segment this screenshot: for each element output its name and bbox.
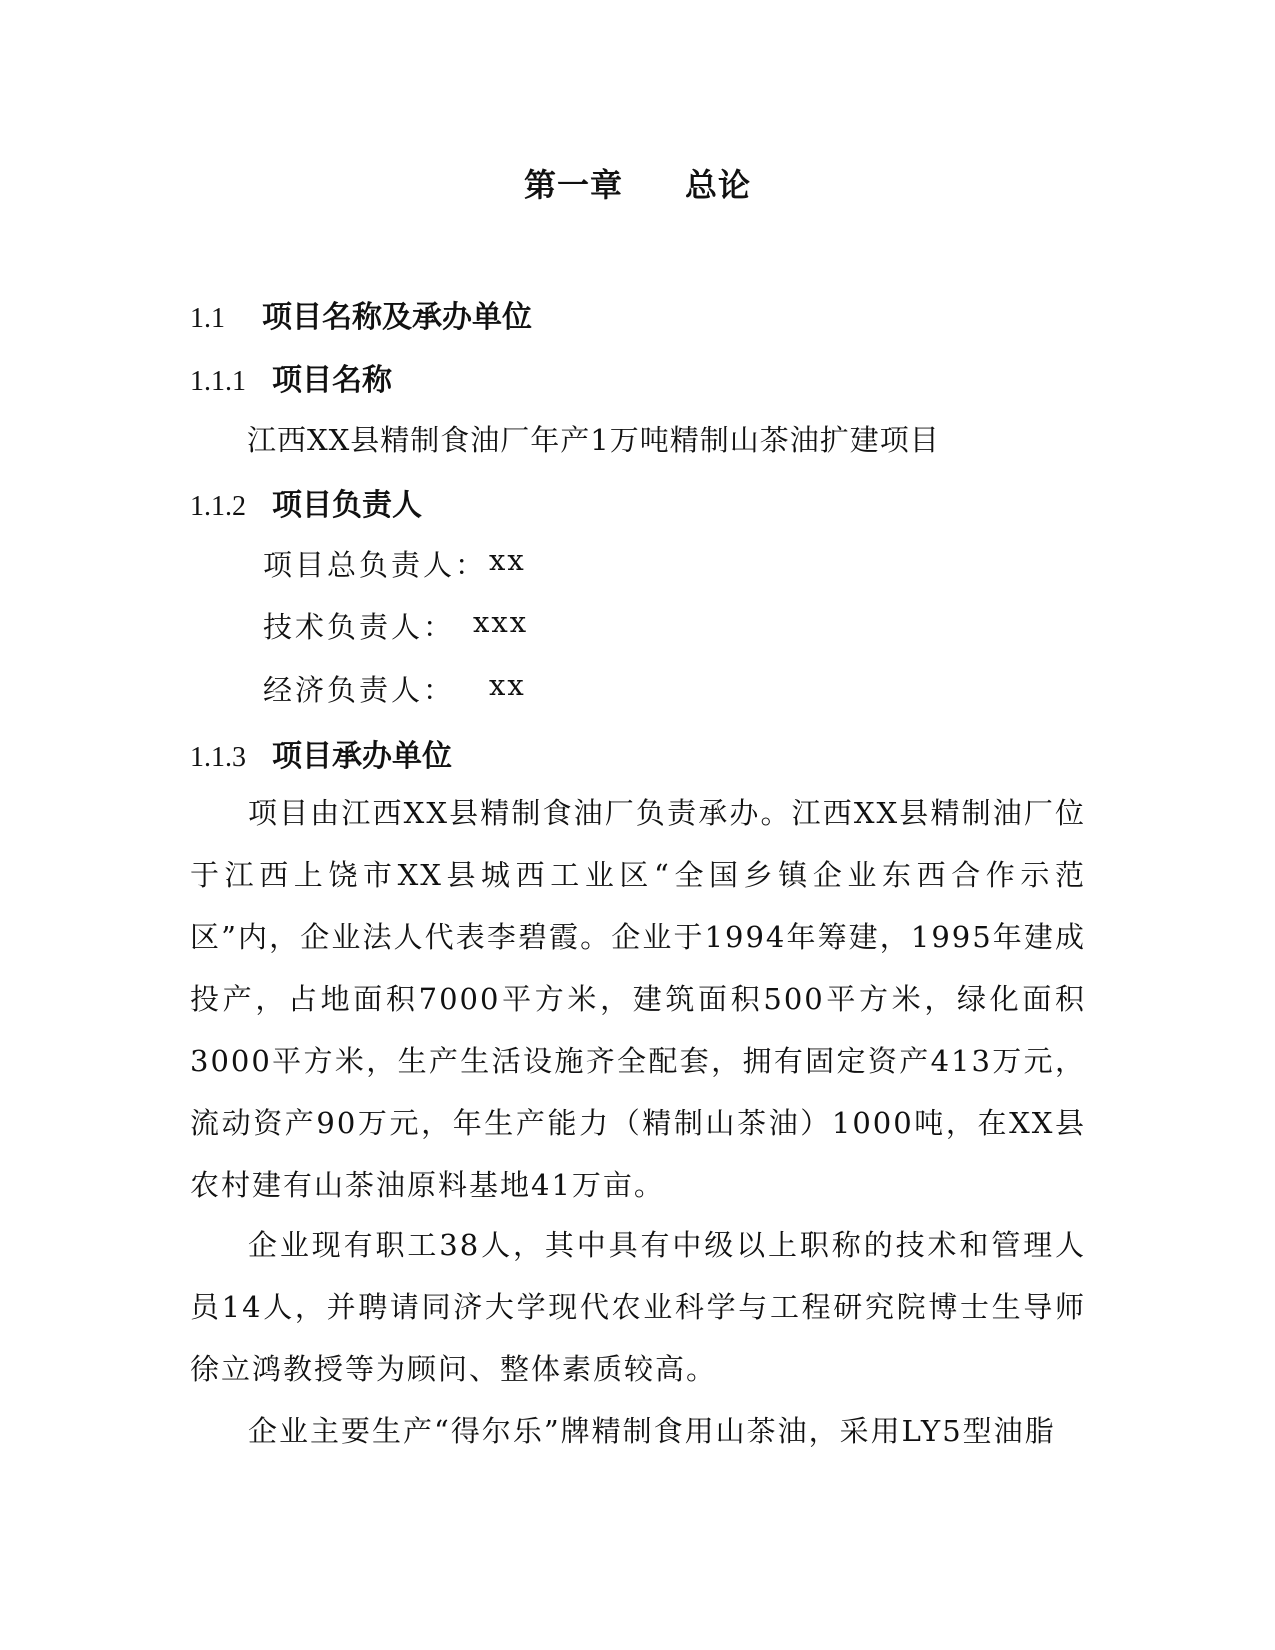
person-row-economic-lead xyxy=(263,668,526,709)
section-title: 项目名称 xyxy=(272,363,392,398)
project-name-text: 江西XX县精制食油厂年产1万吨精制山茶油扩建项目 xyxy=(247,423,940,457)
person-name: xxx xyxy=(473,605,529,639)
section-title: 项目名称及承办单位 xyxy=(262,300,532,335)
paragraph-company-overview: 项目由江西XX县精制食油厂负责承办。江西XX县精制油厂位于江西上饶市XX县城西工业区“全国乡镇企业东西合作示范区”内，企业法人代表李碧霞。企业于1994年筹建，1995年建成投产，占地面积7000平方米，建筑面积500平方米，绿化面积3000平方米，生产生活设施齐全配套，拥有固定资产413万元，流动资产90万元，年生产能力（精制山茶油）1000吨，在XX县农村建有山茶油原料基地41万亩。 xyxy=(190,796,1086,1202)
section-number: 1.1 xyxy=(190,303,225,334)
section-title: 项目承办单位 xyxy=(272,739,452,774)
section-heading-1-1-3 xyxy=(190,731,452,775)
chapter-name: 总论 xyxy=(685,166,752,204)
paragraph-products: 企业主要生产“得尔乐”牌精制食用山茶油，采用LY5型油脂 xyxy=(248,1414,1056,1448)
person-role: 项目总负责人： xyxy=(263,548,488,582)
person-name: xx xyxy=(489,543,526,577)
chapter-title xyxy=(0,160,1275,206)
section-heading-1-1-1 xyxy=(190,355,392,399)
person-role: 技术负责人： xyxy=(263,610,456,644)
section-number: 1.1.3 xyxy=(190,742,246,773)
person-role: 经济负责人： xyxy=(263,673,456,707)
section-number: 1.1.1 xyxy=(190,366,246,397)
paragraph-staff: 企业现有职工38人，其中具有中级以上职称的技术和管理人员14人，并聘请同济大学现代农业科学与工程研究院博士生导师徐立鸿教授等为顾问、整体素质较高。 xyxy=(190,1228,1086,1386)
section-heading-1-1 xyxy=(190,292,532,336)
section-heading-1-1-2 xyxy=(190,480,422,524)
person-row-project-lead xyxy=(263,543,526,584)
chapter-label: 第一章 xyxy=(523,166,623,204)
section-title: 项目负责人 xyxy=(272,488,422,523)
section-number: 1.1.2 xyxy=(190,491,246,522)
person-name: xx xyxy=(489,668,526,702)
person-row-tech-lead xyxy=(263,605,529,646)
